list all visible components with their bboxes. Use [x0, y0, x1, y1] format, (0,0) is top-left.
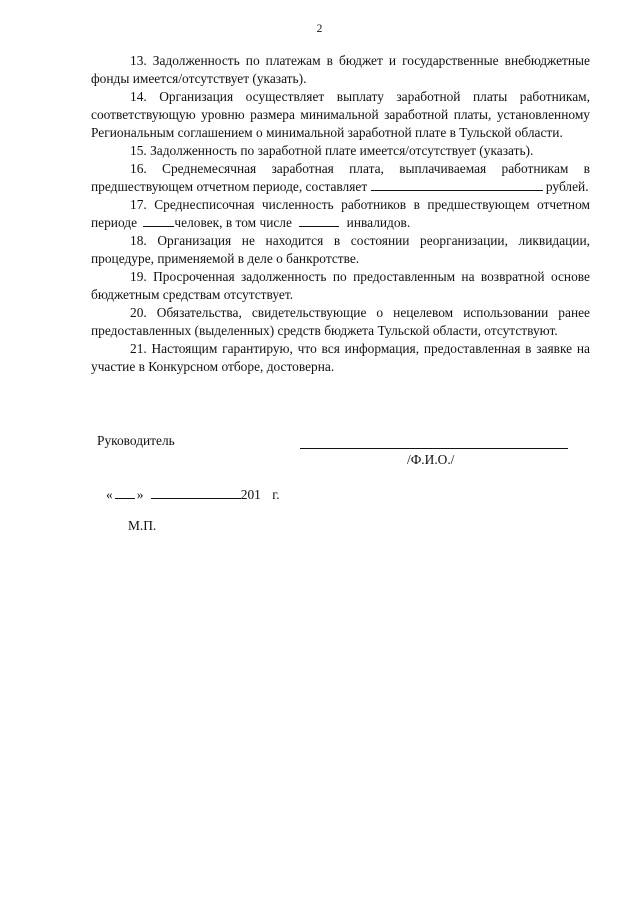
page-number: 2: [316, 23, 323, 35]
headcount-blank: [143, 214, 174, 227]
signature-label: Руководитель: [97, 433, 175, 448]
paragraph-16: [91, 160, 590, 196]
paragraph-15: 15. Задолженность по заработной плате имеется/отсутствует (указать).: [130, 143, 534, 158]
disabled-count-blank: [299, 214, 339, 227]
paragraph-14: 14. Организация осуществляет выплату заработной платы работникам, соответствующую уровню размера минимальной заработной платы, установленному Региональным соглашением о минимальной заработной плате в Тульской области.: [91, 89, 590, 140]
day-blank: [115, 486, 135, 499]
month-blank: [151, 486, 241, 499]
date-year: 201: [240, 487, 261, 502]
paragraph-19: 19. Просроченная задолженность по предоставленным на возвратной основе бюджетным средствам отсутствует.: [91, 269, 590, 302]
paragraph-21: 21. Настоящим гарантирую, что вся информация, предоставленная в заявке на участие в Конкурсном отборе, достоверна.: [91, 341, 590, 374]
paragraph-17: [91, 196, 590, 232]
paragraph-17-text-a: 17. Среднесписочная численность работников в предшествующем отчетном периоде: [91, 197, 590, 230]
salary-blank: [371, 178, 543, 191]
paragraph-16-suffix: рублей.: [545, 179, 589, 194]
paragraph-20: 20. Обязательства, свидетельствующие о нецелевом использовании ранее предоставленных (выделенных) средств бюджета Тульской области, отсутствуют.: [91, 305, 590, 338]
date-open-quote: «: [106, 487, 113, 502]
paragraph-13: 13. Задолженность по платежам в бюджет и государственные внебюджетные фонды имеется/отсутствует (указать).: [91, 53, 590, 86]
paragraph-17-text-c: инвалидов.: [346, 215, 411, 230]
paragraph-18: 18. Организация не находится в состоянии реорганизации, ликвидации, процедуре, применяемой в деле о банкротстве.: [91, 233, 590, 266]
signature-line: [300, 448, 568, 449]
stamp-place: М.П.: [128, 518, 157, 533]
signature-fio: /Ф.И.О./: [407, 452, 455, 467]
date-close-quote: »: [136, 487, 144, 502]
document-body: [91, 52, 590, 376]
paragraph-16-text: 16. Среднемесячная заработная плата, выплачиваемая работникам в предшествующем отчетном периоде, составляет: [91, 161, 590, 194]
date-row: [106, 486, 280, 503]
paragraph-17-text-b: человек, в том числе: [174, 215, 292, 230]
date-year-suffix: г.: [272, 487, 280, 502]
